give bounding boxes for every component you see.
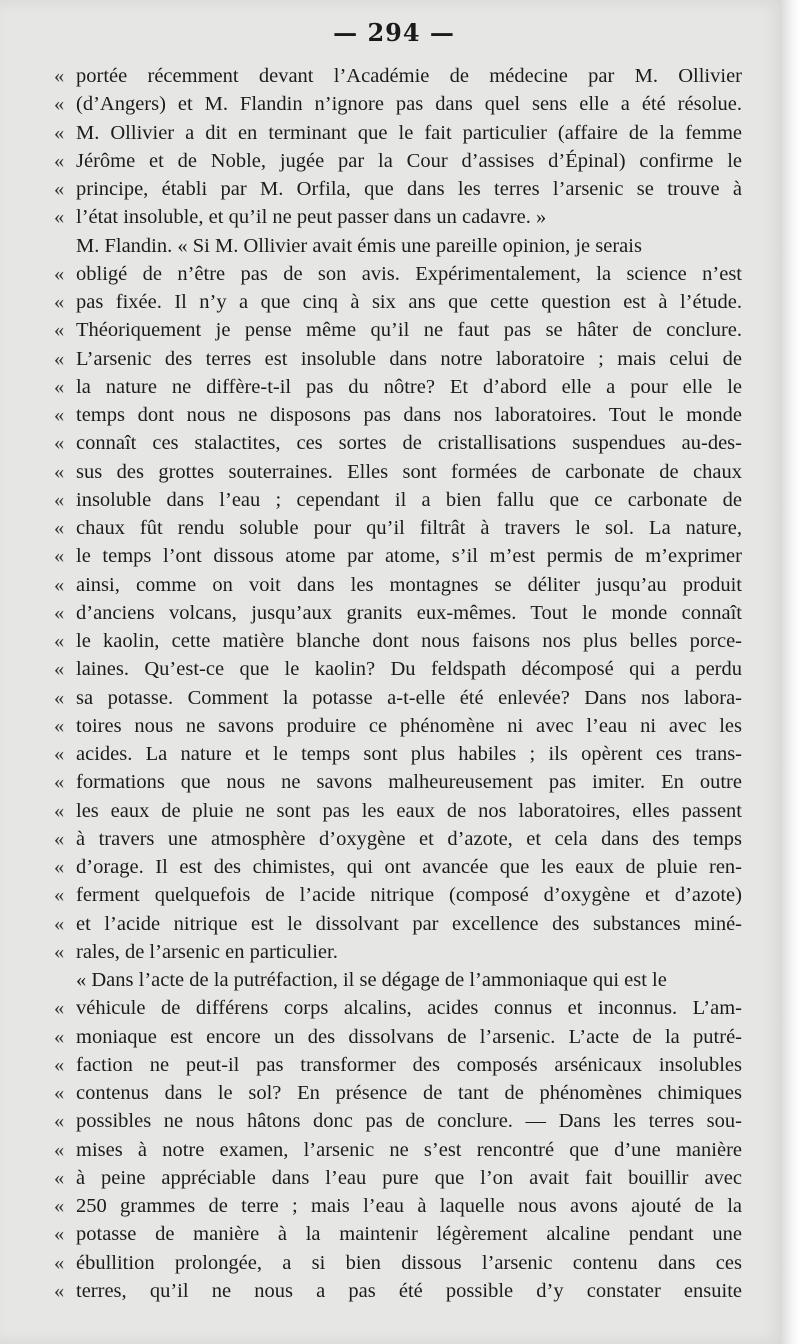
quote-mark: « <box>54 827 65 850</box>
line-text: Jérôme et de Noble, jugée par la Cour d’assises d’Épinal) confirme le <box>76 149 742 172</box>
line-text: potasse de manière à la maintenir légèrement alcaline pendant une <box>76 1223 742 1246</box>
text-line <box>56 119 742 147</box>
text-line <box>56 62 742 90</box>
quote-mark: « <box>54 262 65 285</box>
quote-mark: « <box>54 488 65 511</box>
text-line <box>56 768 742 796</box>
text-line <box>56 542 742 570</box>
quote-mark: « <box>54 404 65 426</box>
quote-mark: « <box>54 1025 65 1048</box>
line-text: M. Flandin. « Si M. Ollivier avait émis une pareille opinion, je serais <box>76 234 642 257</box>
line-text: Théoriquement je pense même qu’il ne faut pas se hâter de conclure. <box>76 319 742 342</box>
text-line <box>56 910 742 938</box>
text-line <box>56 90 742 118</box>
line-text: sus des grottes souterraines. Elles sont formées de carbonate de chaux <box>76 460 742 483</box>
text-line <box>56 712 742 740</box>
text-line <box>56 994 742 1022</box>
line-text: mises à notre examen, l’arsenic ne s’est rencontré que d’une manière <box>76 1138 742 1161</box>
line-text: « Dans l’acte de la putréfaction, il se dégage de l’ammoniaque qui est le <box>76 969 667 991</box>
quote-mark: « <box>54 1166 65 1189</box>
quote-mark: « <box>54 658 65 681</box>
quote-mark: « <box>54 1251 65 1274</box>
text-line <box>56 316 742 344</box>
quote-mark: « <box>54 771 65 794</box>
line-text: formations que nous ne savons malheureusement pas imiter. En outre <box>76 771 742 794</box>
text-line <box>56 1164 742 1192</box>
text-line <box>56 288 742 316</box>
text-line <box>56 1220 742 1248</box>
text-line <box>56 458 742 486</box>
text-line <box>56 1192 742 1220</box>
quote-mark: « <box>54 291 65 313</box>
text-line <box>56 401 742 429</box>
quote-mark: « <box>54 1082 65 1104</box>
quote-mark: « <box>54 573 65 596</box>
text-line <box>56 938 742 966</box>
line-text: et l’acide nitrique est le dissolvant par excellence des substances miné- <box>76 912 742 935</box>
quote-mark: « <box>54 714 65 737</box>
quote-mark: « <box>54 206 65 229</box>
line-text: connaît ces stalactites, ces sortes de cristallisations suspendues au-des- <box>76 432 742 455</box>
text-line <box>56 486 742 514</box>
line-text: 250 grammes de terre ; mais l’eau à laquelle nous avons ajouté de la <box>76 1195 742 1217</box>
text-line <box>56 1249 742 1277</box>
quote-mark: « <box>54 799 65 822</box>
body-text <box>56 62 742 1305</box>
line-text: principe, établi par M. Orfila, que dans les terres l’arsenic se trouve à <box>76 178 742 200</box>
line-text: portée récemment devant l’Académie de médecine par M. Ollivier <box>76 65 742 87</box>
quote-mark: « <box>54 1110 65 1133</box>
line-text: ferment quelquefois de l’acide nitrique (composé d’oxygène et d’azote) <box>76 884 742 907</box>
quote-mark: « <box>54 347 65 370</box>
text-line <box>56 260 742 288</box>
quote-mark: « <box>54 1195 65 1217</box>
quote-mark: « <box>54 149 65 172</box>
text-line <box>56 655 742 683</box>
line-text: le kaolin, cette matière blanche dont nous faisons nos plus belles porce- <box>76 630 742 652</box>
quote-mark: « <box>54 319 65 342</box>
line-text: terres, qu’il ne nous a pas été possible d’y constater ensuite <box>76 1279 742 1302</box>
quote-mark: « <box>54 460 65 483</box>
line-text: à travers une atmosphère d’oxygène et d’azote, et cela dans des temps <box>76 827 742 850</box>
line-text: contenus dans le sol? En présence de tant de phénomènes chimiques <box>76 1082 742 1104</box>
quote-mark: « <box>54 743 65 765</box>
line-text: temps dont nous ne disposons pas dans nos laboratoires. Tout le monde <box>76 404 742 426</box>
text-line <box>56 740 742 768</box>
quote-mark: « <box>54 545 65 568</box>
quote-mark: « <box>54 517 65 539</box>
quote-mark: « <box>54 65 65 87</box>
line-text: possibles ne nous hâtons donc pas de conclure. — Dans les terres sou- <box>76 1110 742 1133</box>
line-text: l’état insoluble, et qu’il ne peut passer dans un cadavre. » <box>76 206 547 229</box>
text-line <box>56 514 742 542</box>
line-text: toires nous ne savons produire ce phénomène ni avec l’eau ni avec les <box>76 714 742 737</box>
text-line <box>56 1051 742 1079</box>
line-text: laines. Qu’est-ce que le kaolin? Du feldspath décomposé qui a perdu <box>76 658 742 681</box>
line-text: chaux fût rendu soluble pour qu’il filtrât à travers le sol. La nature, <box>76 517 742 539</box>
line-text: M. Ollivier a dit en terminant que le fait particulier (affaire de la femme <box>76 121 742 144</box>
page-number: — 294 — <box>333 18 455 47</box>
line-text: insoluble dans l’eau ; cependant il a bien fallu que ce carbonate de <box>76 488 742 511</box>
quote-mark: « <box>54 686 65 709</box>
line-text: L’arsenic des terres est insoluble dans notre laboratoire ; mais celui de <box>76 347 742 370</box>
line-text: rales, de l’arsenic en particulier. <box>76 940 338 963</box>
page-gutter <box>780 0 800 1344</box>
text-line <box>56 684 742 712</box>
line-text: d’orage. Il est des chimistes, qui ont avancée que les eaux de pluie ren- <box>76 856 742 878</box>
quote-mark: « <box>54 1053 65 1076</box>
text-line <box>56 345 742 373</box>
quote-mark: « <box>54 912 65 935</box>
line-text: la nature ne diffère-t-il pas du nôtre? Et d’abord elle a pour elle le <box>76 375 742 398</box>
text-line <box>56 1277 742 1305</box>
line-text: faction ne peut-il pas transformer des composés arsénicaux insolubles <box>76 1053 742 1076</box>
quote-mark: « <box>54 630 65 652</box>
line-text: le temps l’ont dissous atome par atome, s’il m’est permis de m’exprimer <box>76 545 742 568</box>
quote-mark: « <box>54 884 65 907</box>
text-line <box>56 627 742 655</box>
text-line <box>56 1107 742 1135</box>
quote-mark: « <box>54 375 65 398</box>
quote-mark: « <box>54 940 65 963</box>
line-text: véhicule de différens corps alcalins, acides connus et inconnus. L’am- <box>76 997 742 1020</box>
text-line <box>56 203 742 231</box>
quote-mark: « <box>54 178 65 200</box>
quote-mark: « <box>54 997 65 1020</box>
line-text: d’anciens volcans, jusqu’aux granits eux-mêmes. Tout le monde connaît <box>76 601 742 624</box>
line-text: (d’Angers) et M. Flandin n’ignore pas dans quel sens elle a été résolue. <box>76 93 742 116</box>
text-line <box>56 571 742 599</box>
quote-mark: « <box>54 1279 65 1302</box>
quote-mark: « <box>54 121 65 144</box>
line-text: ainsi, comme on voit dans les montagnes se déliter jusqu’au produit <box>76 573 742 596</box>
line-text: ébullition prolongée, a si bien dissous l’arsenic contenu dans ces <box>76 1251 742 1274</box>
quote-mark: « <box>54 93 65 116</box>
line-text: sa potasse. Comment la potasse a-t-elle été enlevée? Dans nos labora- <box>76 686 742 709</box>
text-line <box>56 599 742 627</box>
text-line <box>56 825 742 853</box>
text-line <box>56 1136 742 1164</box>
text-line <box>56 147 742 175</box>
line-text: moniaque est encore un des dissolvans de l’arsenic. L’acte de la putré- <box>76 1025 742 1048</box>
text-line <box>56 429 742 457</box>
text-line <box>56 232 742 260</box>
text-line <box>56 881 742 909</box>
line-text: pas fixée. Il n’y a que cinq à six ans que cette question est à l’étude. <box>76 291 742 313</box>
text-line <box>56 853 742 881</box>
line-text: les eaux de pluie ne sont pas les eaux de nos laboratoires, elles passent <box>76 799 742 822</box>
quote-mark: « <box>54 601 65 624</box>
text-line <box>56 373 742 401</box>
text-line <box>56 175 742 203</box>
quote-mark: « <box>54 432 65 455</box>
text-line <box>56 1079 742 1107</box>
text-line <box>56 1023 742 1051</box>
text-line <box>56 966 742 994</box>
line-text: acides. La nature et le temps sont plus habiles ; ils opèrent ces trans- <box>76 743 742 765</box>
text-line <box>56 797 742 825</box>
quote-mark: « <box>54 1138 65 1161</box>
line-text: obligé de n’être pas de son avis. Expérimentalement, la science n’est <box>76 262 742 285</box>
quote-mark: « <box>54 1223 65 1246</box>
quote-mark: « <box>54 856 65 878</box>
line-text: à peine appréciable dans l’eau pure que l’on avait fait bouillir avec <box>76 1166 742 1189</box>
